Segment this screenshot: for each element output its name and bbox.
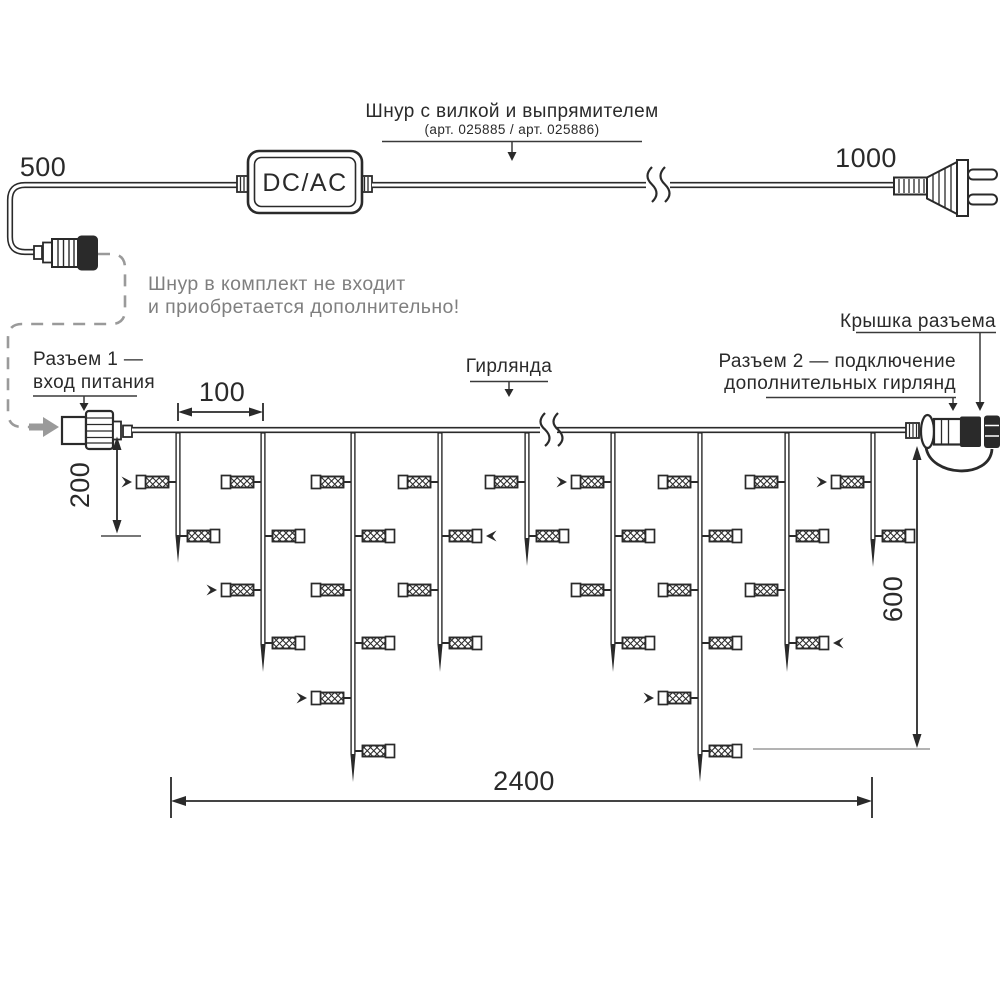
lamp [615, 530, 655, 543]
lamp-cap [386, 745, 395, 758]
lamp-cap [211, 530, 220, 543]
lamp-bulb [668, 693, 691, 704]
dc-connector [34, 236, 98, 270]
lamp-bulb [188, 531, 211, 542]
lamp [746, 476, 786, 489]
lamp-bulb [321, 693, 344, 704]
icicle-drop [557, 433, 655, 673]
lamp-bulb [146, 477, 169, 488]
lamp-cap [399, 476, 408, 489]
lamp-arrow-icon [557, 477, 568, 488]
lamp-bulb [581, 477, 604, 488]
garland-callout [466, 356, 553, 397]
lamp-cap [222, 584, 231, 597]
cord-articles: (арт. 025885 / арт. 025886) [424, 122, 600, 137]
lamp-cap [659, 692, 668, 705]
lamp-cap [646, 530, 655, 543]
lamp-bulb [363, 638, 386, 649]
lamp-bulb [755, 477, 778, 488]
lamp-bulb [273, 531, 296, 542]
dim-100-label: 100 [198, 377, 246, 407]
lamp-arrow-icon [122, 477, 133, 488]
lamp-cap [733, 530, 742, 543]
lamp [659, 476, 699, 489]
lamp-bulb [231, 477, 254, 488]
dim-200-label: 200 [65, 461, 95, 509]
lamp [702, 745, 742, 758]
lamp-arrow-icon [297, 693, 308, 704]
lamp-cap [659, 584, 668, 597]
lamp-bulb [668, 477, 691, 488]
drop-tip [175, 535, 180, 563]
lamp [746, 584, 786, 597]
lamp-cap [386, 637, 395, 650]
lamp-cap [746, 584, 755, 597]
connector-1-callout [33, 349, 155, 411]
lamp-arrow-icon [207, 585, 218, 596]
dim-600 [753, 446, 930, 749]
lamp [207, 584, 262, 597]
lamp-cap [296, 530, 305, 543]
lamp-bulb [623, 638, 646, 649]
lamp [442, 637, 482, 650]
lamp [789, 530, 829, 543]
lamp-bulb [537, 531, 560, 542]
cap-label: Крышка разъема [840, 311, 996, 332]
lamp-cap [473, 530, 482, 543]
lamp-bulb [797, 531, 820, 542]
lamp [486, 476, 526, 489]
lamp-cap [572, 584, 581, 597]
icicle-drops-layer [122, 433, 915, 783]
lamp [312, 584, 352, 597]
leader-arrow-icon [505, 389, 514, 397]
lamp-bulb [363, 746, 386, 757]
lamp [442, 530, 497, 543]
note-line1: Шнур в комплект не входит [148, 273, 406, 295]
lamp-bulb [755, 585, 778, 596]
cord-title: Шнур с вилкой и выпрямителем [365, 101, 659, 122]
leader-arrow-icon [508, 152, 517, 161]
lamp-bulb [841, 477, 864, 488]
dim-100 [178, 377, 263, 421]
garland-section [33, 311, 1000, 818]
lamp [875, 530, 915, 543]
lamp-cap [399, 584, 408, 597]
lamp [355, 637, 395, 650]
icicle-drop [399, 433, 497, 673]
connector-2 [906, 415, 1000, 471]
lamp-cap [906, 530, 915, 543]
drop-tip [784, 644, 789, 672]
lamp-arrow-icon [644, 693, 655, 704]
lamp [265, 637, 305, 650]
lamp-bulb [495, 477, 518, 488]
lamp [529, 530, 569, 543]
lamp [399, 476, 439, 489]
icicle-drop [297, 433, 395, 783]
lamp-cap [296, 637, 305, 650]
lamp-bulb [363, 531, 386, 542]
dim-600-label: 600 [878, 575, 908, 623]
cord-break-icon [648, 167, 670, 202]
cord-callout [365, 101, 658, 161]
lamp-bulb [321, 477, 344, 488]
lamp-cap [733, 745, 742, 758]
lamp-cap [820, 637, 829, 650]
dim-200 [65, 437, 141, 537]
lamp [659, 584, 699, 597]
lamp-cap [659, 476, 668, 489]
icicle-drop [207, 433, 305, 673]
lamp-cap [386, 530, 395, 543]
icicle-drop [644, 433, 742, 783]
lamp [312, 476, 352, 489]
lamp [557, 476, 612, 489]
lamp [702, 530, 742, 543]
lamp-bulb [408, 477, 431, 488]
lamp-bulb [231, 585, 254, 596]
icicle-drop [122, 433, 220, 564]
lamp [122, 476, 177, 489]
lamp-cap [560, 530, 569, 543]
connector-cap [984, 416, 1000, 449]
lamp [644, 692, 699, 705]
drop-tip [350, 754, 355, 782]
connector-1-label-line1: Разъем 1 — [33, 349, 144, 370]
lamp [355, 530, 395, 543]
not-included-note [148, 273, 460, 318]
lamp-cap [137, 476, 146, 489]
lamp-bulb [623, 531, 646, 542]
lamp [817, 476, 872, 489]
icicle-drop [746, 433, 844, 673]
lamp-bulb [883, 531, 906, 542]
lamp-cap [486, 476, 495, 489]
drop-tip [870, 539, 875, 567]
lamp-cap [646, 637, 655, 650]
lamp-bulb [710, 746, 733, 757]
lamp-arrow-icon [817, 477, 828, 488]
mains-plug [894, 160, 997, 216]
icicle-drop [486, 433, 569, 567]
lamp-bulb [450, 638, 473, 649]
lamp [265, 530, 305, 543]
connector-1-label-line2: вход питания [33, 372, 156, 393]
lamp-cap [312, 476, 321, 489]
lamp-cap [222, 476, 231, 489]
lamp-bulb [408, 585, 431, 596]
lamp-arrow-icon [486, 531, 497, 542]
lamp-arrow-icon [833, 638, 844, 649]
dim-2400-label: 2400 [493, 766, 555, 796]
lamp-bulb [273, 638, 296, 649]
drop-tip [697, 754, 702, 782]
drop-tip [524, 538, 529, 566]
garland-wire [132, 413, 906, 446]
lamp [789, 637, 844, 650]
lamp-cap [312, 692, 321, 705]
lamp-cap [746, 476, 755, 489]
dashed-connection-path [8, 254, 125, 437]
lamp [355, 745, 395, 758]
drop-tip [610, 644, 615, 672]
wire-break-icon [541, 413, 563, 446]
leader-arrow-icon [976, 402, 985, 411]
garland-label: Гирлянда [465, 356, 553, 377]
icicle-drop [817, 433, 915, 568]
lamp [702, 637, 742, 650]
lamp-bulb [581, 585, 604, 596]
lamp-cap [572, 476, 581, 489]
connector-2-callout [718, 351, 957, 411]
lamp-cap [312, 584, 321, 597]
dim-500-label: 500 [19, 152, 67, 182]
cord-right-segment [372, 167, 894, 202]
dim-1000-label: 1000 [835, 143, 897, 173]
lamp [615, 637, 655, 650]
lamp-bulb [668, 585, 691, 596]
lamp-cap [733, 637, 742, 650]
connector-2-label-line1: Разъем 2 — подключение [718, 351, 956, 372]
lamp [572, 584, 612, 597]
lamp-cap [820, 530, 829, 543]
lamp [180, 530, 220, 543]
drop-tip [437, 644, 442, 672]
lamp-bulb [710, 638, 733, 649]
lamp-cap [832, 476, 841, 489]
dcac-label: DC/AC [262, 169, 348, 197]
lamp-bulb [321, 585, 344, 596]
lamp-bulb [450, 531, 473, 542]
lamp-bulb [797, 638, 820, 649]
leader-arrow-icon [80, 403, 89, 411]
connector-2-label-line2: дополнительных гирлянд [724, 373, 956, 394]
lamp [222, 476, 262, 489]
connector-1 [62, 411, 132, 449]
lamp [297, 692, 352, 705]
leader-arrow-icon [949, 403, 958, 411]
drop-tip [260, 644, 265, 672]
dim-2400 [171, 766, 872, 818]
note-line2: и приобретается дополнительно! [148, 296, 460, 318]
gray-arrow-icon [29, 417, 59, 437]
lamp-bulb [710, 531, 733, 542]
lamp [399, 584, 439, 597]
dcac-adapter [237, 151, 372, 213]
lamp-cap [473, 637, 482, 650]
